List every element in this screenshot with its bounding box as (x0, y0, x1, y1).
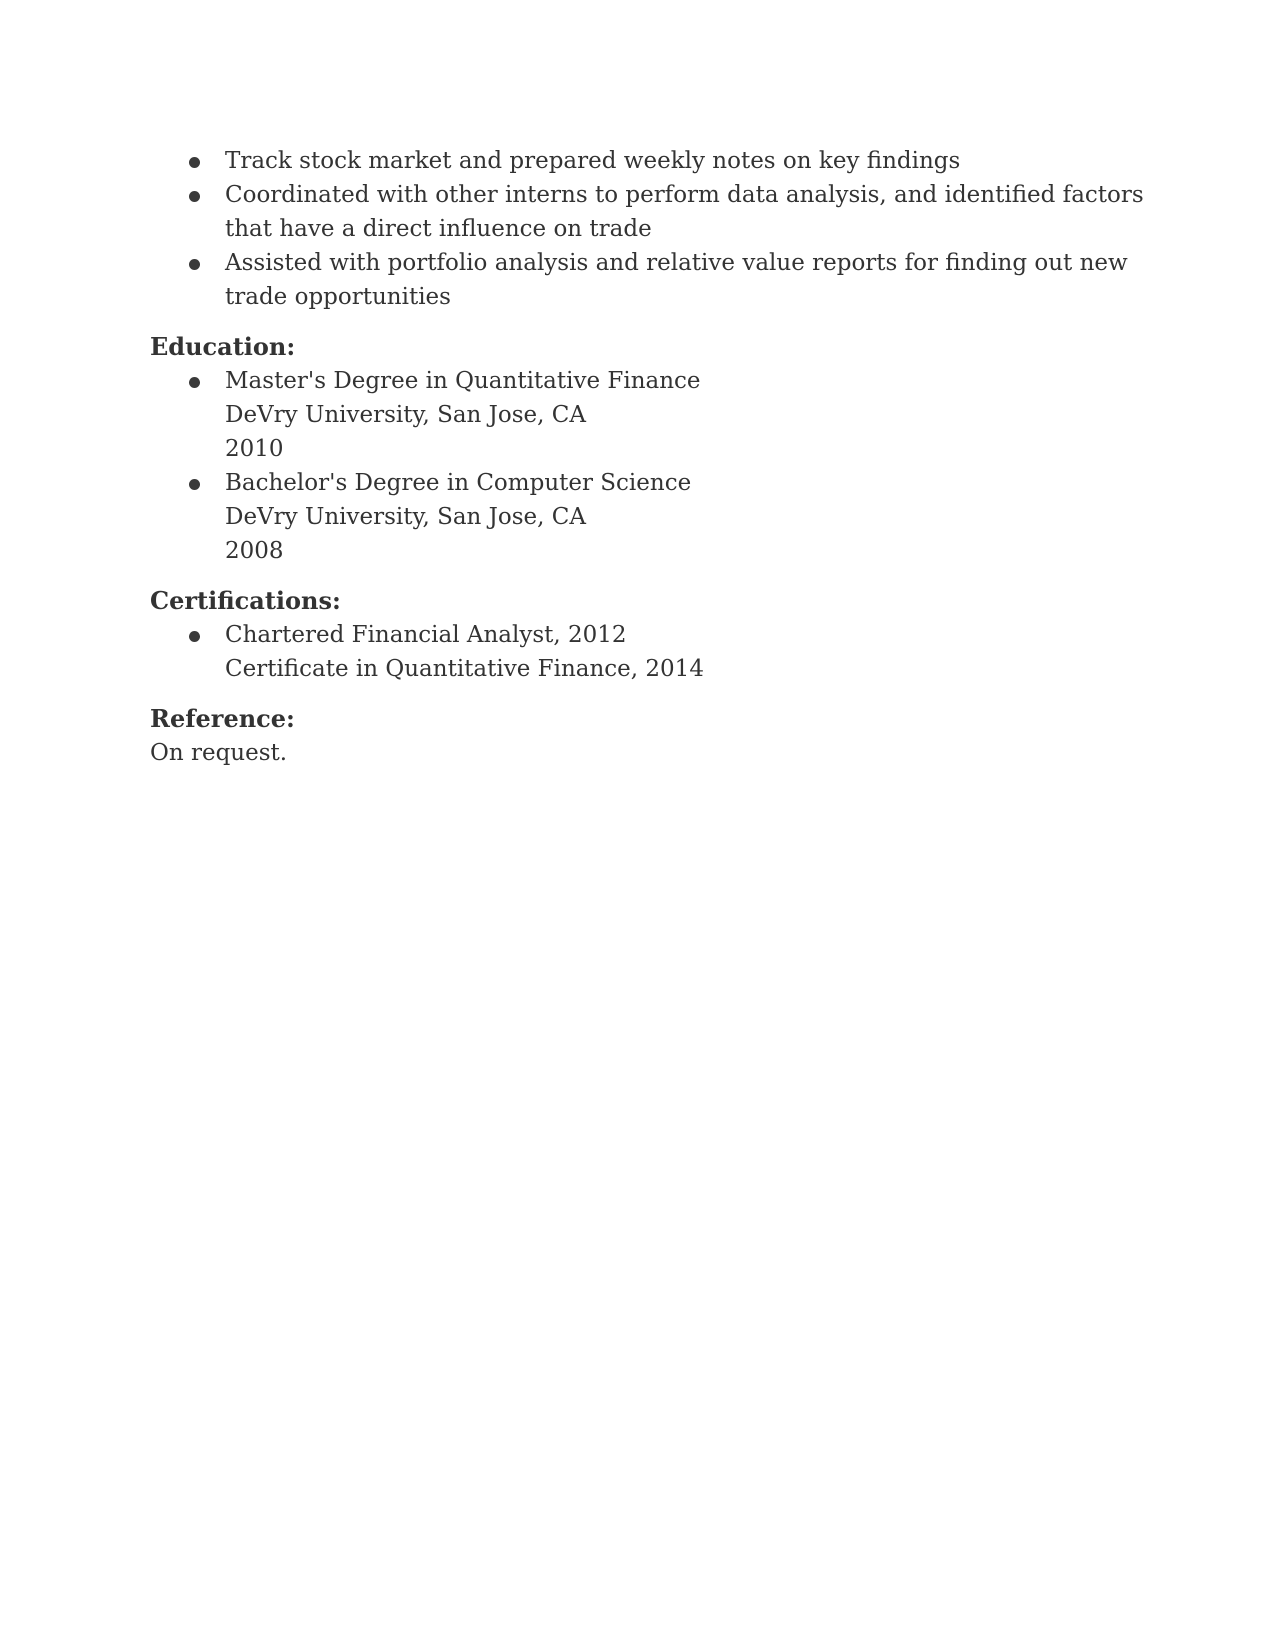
bullet-icon (189, 259, 200, 270)
reference-text: On request. (150, 740, 288, 766)
experience-bullet-line: Assisted with portfolio analysis and relative value reports for finding out new (225, 250, 1128, 276)
bullet-icon (189, 157, 200, 168)
education-section (150, 330, 1110, 568)
experience-bullet-line: that have a direct influence on trade (225, 216, 652, 242)
experience-bullet-line: trade opportunities (225, 284, 451, 310)
experience-bullet-line: Track stock market and prepared weekly notes on key findings (225, 148, 961, 174)
bullet-icon (189, 479, 200, 490)
certification-line: Chartered Financial Analyst, 2012 (225, 622, 627, 648)
experience-bullet-item (150, 144, 1110, 178)
reference-heading: Reference: (150, 704, 295, 733)
certifications-list (150, 618, 1110, 686)
certification-line: Certificate in Quantitative Finance, 2014 (225, 656, 704, 682)
education-degree: Bachelor's Degree in Computer Science (225, 470, 692, 496)
education-list (150, 364, 1110, 568)
education-year: 2008 (225, 538, 284, 564)
experience-bullet-item (150, 246, 1128, 314)
education-school: DeVry University, San Jose, CA (225, 504, 586, 530)
education-item (150, 364, 1110, 466)
education-item (150, 466, 1110, 568)
education-year: 2010 (225, 436, 284, 462)
bullet-icon (189, 631, 200, 642)
experience-bullet-line: Coordinated with other interns to perform data analysis, and identified factors (225, 182, 1144, 208)
bullet-icon (189, 191, 200, 202)
experience-bullet-item (150, 178, 1144, 246)
education-degree: Master's Degree in Quantitative Finance (225, 368, 701, 394)
reference-section (150, 702, 1110, 770)
certifications-heading: Certifications: (150, 586, 341, 615)
education-heading: Education: (150, 332, 296, 361)
certifications-section (150, 584, 1110, 686)
resume-page (150, 144, 1144, 770)
certification-item (150, 618, 1110, 686)
experience-bullet-list (150, 144, 1144, 314)
education-school: DeVry University, San Jose, CA (225, 402, 586, 428)
bullet-icon (189, 377, 200, 388)
